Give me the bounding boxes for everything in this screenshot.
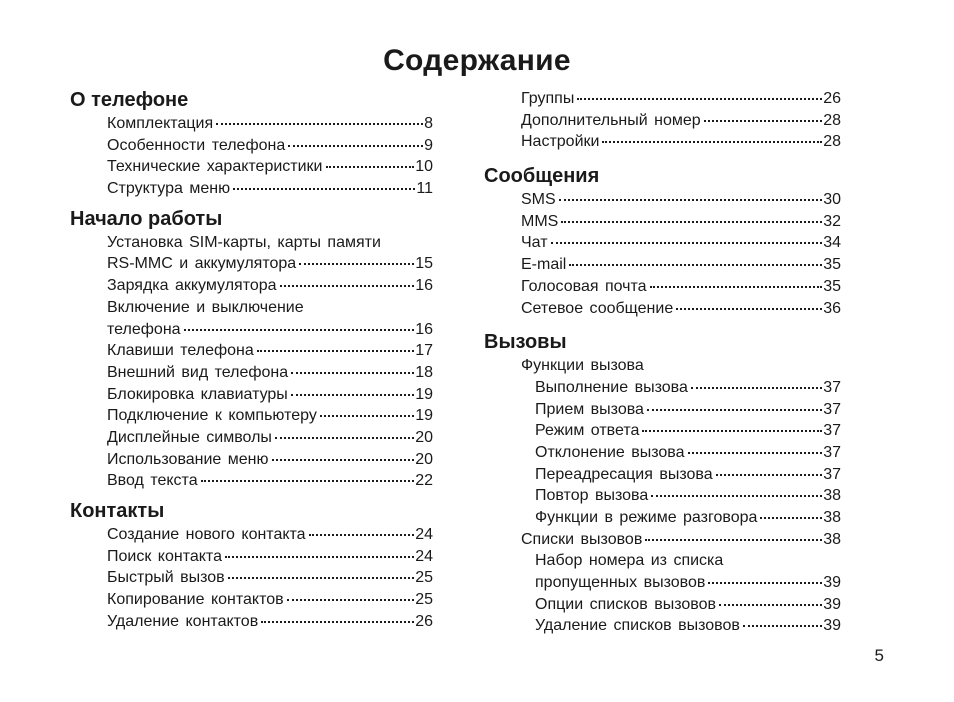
dot-leader [184, 329, 415, 331]
toc-entry[interactable] [484, 550, 841, 572]
toc-entry-page: 9 [424, 136, 433, 154]
toc-entry-page: 39 [823, 617, 841, 635]
toc-entry-page: 22 [415, 472, 433, 490]
toc-entry[interactable] [484, 211, 841, 233]
page-number: 5 [874, 646, 884, 665]
toc-entry-page: 26 [415, 612, 433, 630]
toc-section [70, 206, 433, 492]
toc-entry[interactable] [70, 611, 433, 633]
toc-entry-label: RS-MMC и аккумулятора [107, 255, 297, 273]
toc-entry[interactable] [70, 232, 433, 254]
toc-entry-label: телефона [107, 320, 181, 338]
dot-leader [719, 604, 822, 606]
toc-entry-label: Функции вызова [521, 357, 644, 375]
dot-leader [708, 582, 822, 584]
toc-entry-label: Особенности телефона [107, 136, 286, 154]
toc-entry-page: 37 [823, 422, 841, 440]
toc-entry-page: 28 [823, 133, 841, 151]
toc-entry[interactable] [70, 567, 433, 589]
toc-entry-page: 24 [415, 526, 433, 543]
toc-entry-label: Клавиши телефона [107, 342, 254, 360]
toc-entry[interactable] [70, 405, 433, 427]
toc-entry-page: 19 [415, 407, 433, 425]
toc-entry[interactable] [70, 275, 433, 297]
toc-entry-label: Удаление контактов [107, 612, 259, 630]
toc-entry[interactable] [70, 546, 433, 568]
toc-entry-page: 20 [415, 450, 433, 468]
toc-entry-page: 38 [823, 487, 841, 505]
dot-leader [645, 539, 822, 541]
toc-entry-label: Выполнение вызова [535, 378, 688, 396]
toc-entry-label: Отклонение вызова [535, 443, 685, 461]
toc-entry-label: Установка SIM-карты, карты памяти [107, 233, 381, 251]
dot-leader [225, 556, 414, 558]
toc-entry-label: Режим ответа [535, 422, 640, 440]
toc-entry-label: Набор номера из списка [535, 552, 724, 570]
dot-leader [760, 517, 822, 519]
toc-entry[interactable] [70, 362, 433, 384]
dot-leader [291, 372, 414, 374]
toc-entry-page: 32 [823, 212, 841, 230]
toc-entry-page: 28 [823, 111, 841, 129]
toc-entry-label: Копирование контактов [107, 591, 284, 609]
toc-entry-page: 16 [415, 277, 433, 295]
dot-leader [559, 199, 823, 201]
section-heading[interactable]: Начало работы [70, 207, 223, 230]
toc-entry[interactable] [70, 427, 433, 449]
dot-leader [288, 145, 423, 147]
toc-entry-label: MMS [521, 212, 559, 230]
dot-leader [272, 459, 415, 461]
toc-entry-page: 10 [415, 158, 433, 176]
dot-leader [688, 452, 823, 454]
toc-entry[interactable] [484, 485, 841, 507]
toc-entry-page: 35 [823, 256, 841, 274]
toc-entry[interactable] [484, 189, 841, 211]
page-title: Содержание [383, 44, 571, 77]
toc-entry[interactable] [70, 384, 433, 406]
toc-entry-label: Настройки [521, 133, 600, 151]
toc-entry-label: Функции в режиме разговора [535, 509, 758, 526]
section-heading[interactable]: Вызовы [484, 331, 567, 354]
toc-entry-page: 24 [415, 547, 433, 565]
toc-entry-label: Внешний вид телефона [107, 363, 289, 381]
toc-entry-label: Удаление списков вызовов [535, 617, 740, 635]
toc-entry-page: 39 [823, 574, 841, 592]
toc-entry-label: Технические характеристики [107, 158, 323, 176]
toc-entry-page: 26 [823, 90, 841, 107]
toc-entry-page: 8 [424, 115, 433, 132]
toc-left-column [70, 87, 433, 638]
toc-entry-label: E-mail [521, 256, 567, 274]
toc-entry[interactable] [70, 113, 433, 135]
toc-entry-page: 25 [415, 591, 433, 609]
section-heading[interactable]: Контакты [70, 500, 165, 522]
toc-entry-page: 35 [823, 277, 841, 295]
toc-entry[interactable] [484, 355, 841, 377]
toc-entry-page: 38 [823, 530, 841, 548]
toc-entry[interactable] [70, 135, 433, 157]
toc-entry[interactable] [484, 399, 841, 421]
toc-entry-label: Включение и выключение [107, 298, 304, 316]
toc-entry-page: 34 [823, 234, 841, 252]
toc-entry[interactable] [70, 319, 433, 341]
toc-entry-label: Опции списков вызовов [535, 595, 716, 613]
toc-entry-page: 39 [823, 595, 841, 613]
dot-leader [551, 242, 823, 244]
toc-entry-label: Структура меню [107, 180, 231, 198]
toc-entry-page: 37 [823, 378, 841, 396]
toc-entry-label: Прием вызова [535, 400, 644, 418]
toc-entry[interactable] [484, 298, 841, 320]
toc-entry-label: Сетевое сообщение [521, 299, 674, 317]
toc-section [70, 498, 433, 632]
dot-leader [261, 621, 414, 623]
toc-entry[interactable] [70, 178, 433, 200]
toc-entry-label: Быстрый вызов [107, 569, 225, 587]
toc-entry[interactable] [484, 88, 841, 110]
toc-entry[interactable] [70, 156, 433, 178]
dot-leader [561, 221, 822, 223]
dot-leader [691, 387, 822, 389]
toc-entry-label: Ввод текста [107, 472, 198, 490]
toc-entry[interactable] [70, 524, 433, 546]
toc-entry-page: 36 [823, 299, 841, 317]
dot-leader [602, 141, 822, 143]
dot-leader [642, 430, 822, 432]
dot-leader [326, 166, 415, 168]
toc-entry[interactable] [484, 464, 841, 486]
toc-entry-label: Дисплейные символы [107, 428, 272, 446]
toc-entry-label: Комплектация [107, 115, 214, 132]
toc-entry[interactable] [70, 470, 433, 492]
dot-leader [233, 188, 415, 190]
toc-entry-page: 17 [415, 342, 433, 360]
toc-entry[interactable] [484, 420, 841, 442]
dot-leader [299, 263, 414, 265]
toc-entry-label: Группы [521, 90, 575, 107]
dot-leader [309, 534, 415, 536]
dot-leader [257, 350, 414, 352]
toc-entry[interactable] [484, 131, 841, 153]
dot-leader [287, 599, 415, 601]
toc-section [484, 163, 841, 319]
toc-entry-label: SMS [521, 191, 556, 209]
toc-entry-label: Поиск контакта [107, 547, 222, 565]
dot-leader [647, 409, 822, 411]
toc-entry-label: Дополнительный номер [521, 111, 701, 129]
toc-entry[interactable] [484, 110, 841, 132]
dot-leader [716, 474, 823, 476]
toc-entry-page: 19 [415, 385, 433, 403]
toc-entry[interactable] [484, 615, 841, 637]
toc-entry-page: 15 [415, 255, 433, 273]
toc-entry-label: пропущенных вызовов [535, 574, 706, 592]
toc-entry-page: 37 [823, 443, 841, 461]
dot-leader [577, 98, 822, 100]
dot-leader [569, 264, 822, 266]
toc-entry-page: 18 [415, 363, 433, 381]
toc-entry-label: Подключение к компьютеру [107, 407, 317, 425]
toc-section [484, 88, 841, 153]
dot-leader [650, 286, 823, 288]
toc-entry[interactable] [70, 253, 433, 275]
toc-entry-label: Повтор вызова [535, 487, 649, 505]
toc-entry[interactable] [484, 572, 841, 594]
toc-entry-page: 16 [415, 320, 433, 338]
dot-leader [291, 394, 414, 396]
dot-leader [320, 415, 414, 417]
dot-leader [216, 123, 423, 125]
toc-entry-page: 38 [823, 509, 841, 526]
toc-right-column [484, 88, 841, 647]
toc-entry-page: 20 [415, 428, 433, 446]
dot-leader [228, 577, 415, 579]
dot-leader [743, 625, 822, 627]
section-heading[interactable]: О телефоне [70, 89, 189, 111]
toc-entry[interactable] [484, 594, 841, 616]
toc-entry-page: 25 [415, 569, 433, 587]
toc-entry[interactable] [484, 254, 841, 276]
toc-entry-label: Блокировка клавиатуры [107, 385, 288, 403]
section-heading[interactable]: Сообщения [484, 165, 600, 188]
toc-entry[interactable] [484, 529, 841, 551]
toc-entry-page: 11 [416, 180, 433, 198]
toc-entry-page: 37 [823, 400, 841, 418]
toc-entry-page: 37 [823, 465, 841, 483]
toc-entry-label: Списки вызовов [521, 530, 643, 548]
toc-entry[interactable] [484, 232, 841, 254]
toc-entry[interactable] [484, 377, 841, 399]
dot-leader [280, 285, 415, 287]
toc-entry-label: Использование меню [107, 450, 269, 468]
toc-section [70, 87, 433, 200]
toc-entry-label: Чат [521, 234, 548, 252]
toc-entry-label: Переадресация вызова [535, 465, 713, 483]
toc-entry[interactable] [484, 442, 841, 464]
toc-entry[interactable] [70, 589, 433, 611]
dot-leader [201, 480, 415, 482]
toc-entry-label: Зарядка аккумулятора [107, 277, 277, 295]
toc-entry[interactable] [484, 507, 841, 529]
toc-entry[interactable] [484, 276, 841, 298]
toc-section [484, 329, 841, 637]
toc-entry[interactable] [70, 340, 433, 362]
dot-leader [704, 120, 823, 122]
dot-leader [651, 495, 822, 497]
toc-entry-label: Голосовая почта [521, 277, 647, 295]
toc-entry[interactable] [70, 449, 433, 471]
dot-leader [676, 308, 822, 310]
dot-leader [275, 437, 414, 439]
toc-entry[interactable] [70, 297, 433, 319]
toc-entry-label: Создание нового контакта [107, 526, 306, 543]
toc-entry-page: 30 [823, 191, 841, 209]
